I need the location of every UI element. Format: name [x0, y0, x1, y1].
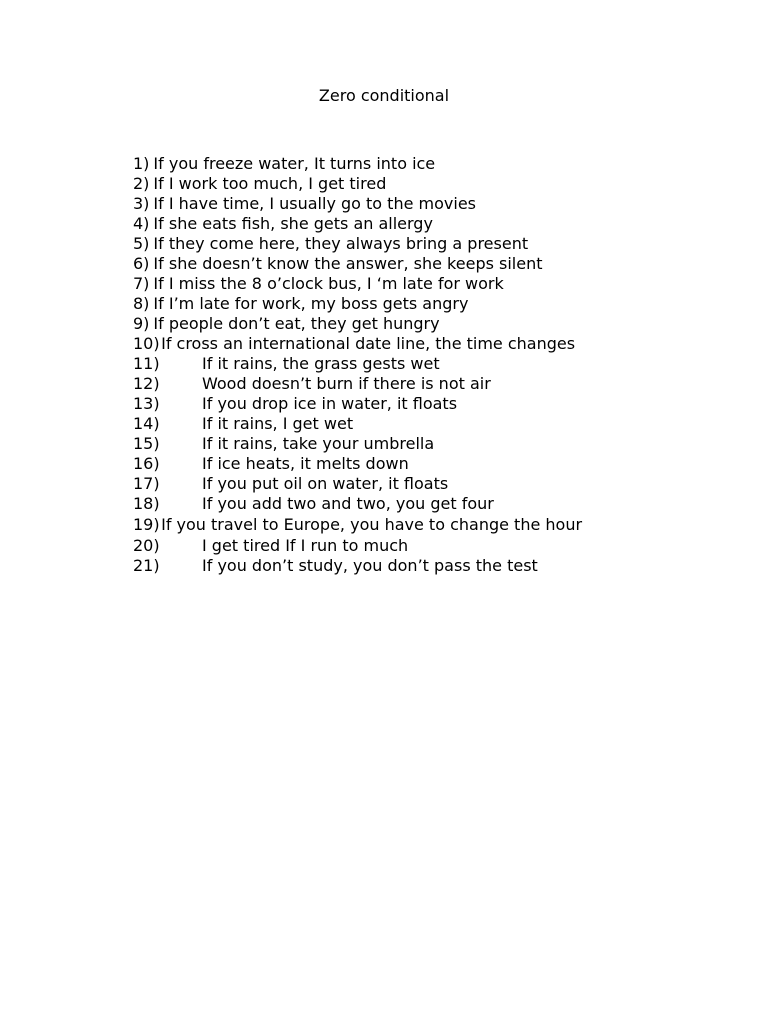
- item-number: 17): [133, 474, 160, 493]
- item-number: 2): [133, 174, 150, 193]
- item-number: 9): [133, 314, 150, 333]
- list-item: [133, 214, 659, 234]
- list-item: [133, 274, 659, 294]
- item-text: If it rains, the grass gests wet: [202, 354, 440, 373]
- item-number: 15): [133, 434, 160, 453]
- item-number: 8): [133, 294, 150, 313]
- list-item: [133, 314, 659, 334]
- item-number: 13): [133, 394, 160, 413]
- page-title: Zero conditional: [318, 86, 450, 105]
- item-text: If it rains, I get wet: [202, 414, 354, 433]
- item-text: If I miss the 8 o’clock bus, I ‘m late for work: [153, 274, 504, 293]
- item-text: If I’m late for work, my boss gets angry: [153, 294, 469, 313]
- item-number: 18): [133, 494, 160, 513]
- item-number: 3): [133, 194, 150, 213]
- item-number: 7): [133, 274, 150, 293]
- item-text: If it rains, take your umbrella: [202, 434, 435, 453]
- item-number: 12): [133, 374, 160, 393]
- item-text: If cross an international date line, the time changes: [161, 334, 576, 353]
- list-item: [133, 374, 659, 394]
- item-text: If they come here, they always bring a present: [153, 234, 529, 253]
- list-item: [133, 294, 659, 314]
- item-number: 4): [133, 214, 150, 233]
- item-text: Wood doesn’t burn if there is not air: [202, 374, 491, 393]
- list-item: [133, 174, 659, 194]
- list-item: [133, 254, 659, 274]
- item-text: I get tired If I run to much: [202, 536, 409, 555]
- item-text: If you put oil on water, it floats: [202, 474, 449, 493]
- list-item: [133, 234, 659, 254]
- list-item: [133, 194, 659, 214]
- list-item: [133, 154, 659, 174]
- item-text: If you don’t study, you don’t pass the test: [202, 556, 538, 575]
- item-text: If she eats fish, she gets an allergy: [153, 214, 433, 233]
- list-item: [133, 454, 659, 474]
- list-item: [133, 334, 659, 354]
- list-item: [133, 514, 659, 536]
- item-text: If you add two and two, you get four: [202, 494, 494, 513]
- item-text: If you travel to Europe, you have to change the hour: [161, 515, 583, 534]
- item-text: If you drop ice in water, it floats: [202, 394, 458, 413]
- item-number: 6): [133, 254, 150, 273]
- item-text: If ice heats, it melts down: [202, 454, 409, 473]
- item-number: 1): [133, 154, 150, 173]
- list-item: [133, 434, 659, 454]
- item-text: If people don’t eat, they get hungry: [153, 314, 440, 333]
- item-text: If you freeze water, It turns into ice: [153, 154, 436, 173]
- list-item: [133, 494, 659, 514]
- item-number: 14): [133, 414, 160, 433]
- list-item: [133, 394, 659, 414]
- item-number: 11): [133, 354, 160, 373]
- item-text: If I have time, I usually go to the movies: [153, 194, 476, 213]
- list-item: [133, 474, 659, 494]
- list-item: [133, 414, 659, 434]
- list-item: [133, 354, 659, 374]
- item-number: 20): [133, 536, 160, 555]
- item-number: 10): [133, 334, 160, 353]
- sentence-list: [133, 154, 659, 576]
- item-number: 21): [133, 556, 160, 575]
- item-text: If I work too much, I get tired: [153, 174, 387, 193]
- item-number: 5): [133, 234, 150, 253]
- item-number: 16): [133, 454, 160, 473]
- item-number: 19): [133, 515, 160, 534]
- list-item: [133, 536, 659, 556]
- list-item: [133, 556, 659, 576]
- item-text: If she doesn’t know the answer, she keeps silent: [153, 254, 543, 273]
